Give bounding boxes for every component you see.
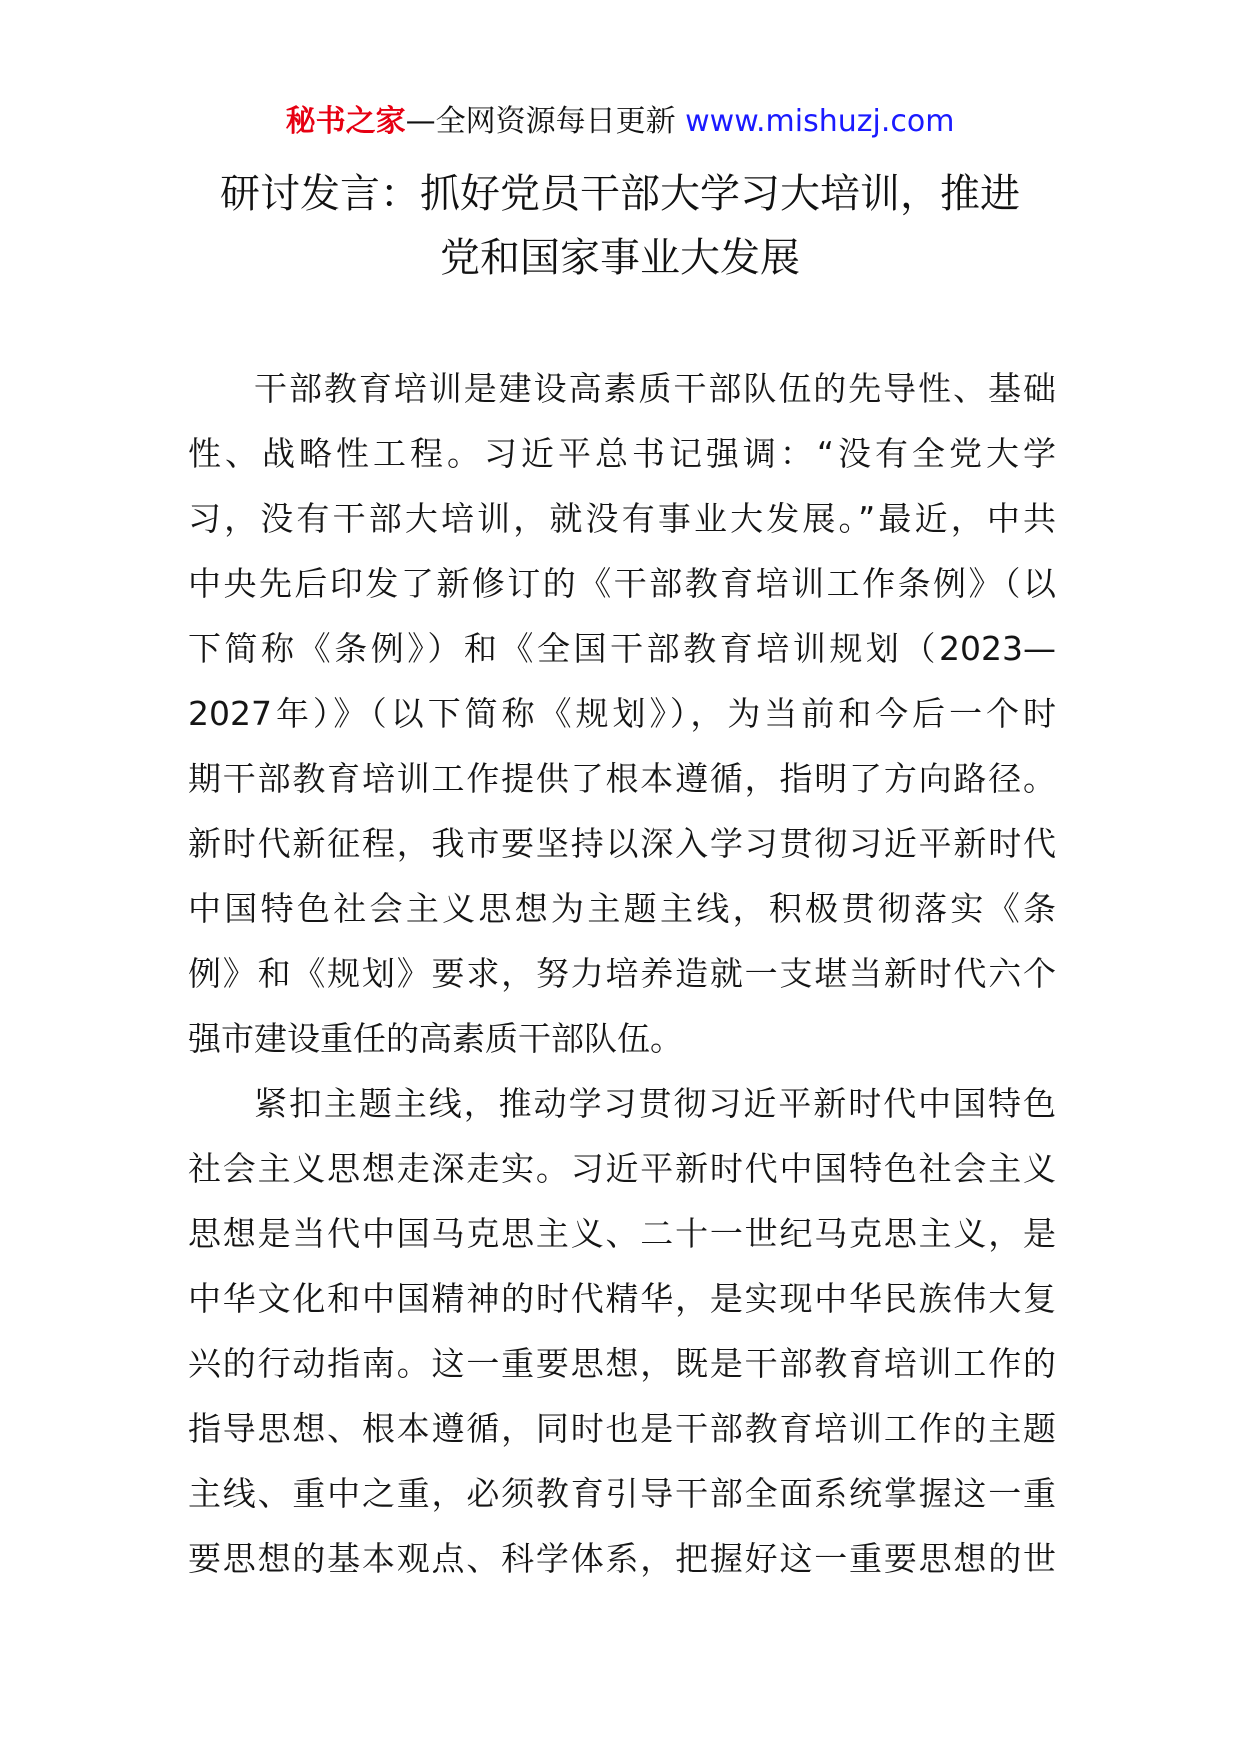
site-url-link[interactable]: www.mishuzj.com xyxy=(685,104,955,139)
site-header xyxy=(0,102,1240,142)
text-line: 社会主义思想走深走实。习近平新时代中国特色社会主义 xyxy=(188,1149,1056,1188)
paragraph-1 xyxy=(188,356,1056,1071)
text-line: 强市建设重任的高素质干部队伍。 xyxy=(188,1019,683,1058)
header-tagline: —全网资源每日更新 xyxy=(405,104,686,139)
brand-name: 秘书之家 xyxy=(285,104,406,139)
text-line: 思想是当代中国马克思主义、二十一世纪马克思主义，是 xyxy=(188,1214,1056,1253)
text-line: 中央先后印发了新修订的《干部教育培训工作条例》（以 xyxy=(188,564,1056,603)
document-body xyxy=(188,356,1056,1591)
text-line: 2027年）》（以下简称《规划》），为当前和今后一个时 xyxy=(188,694,1056,733)
text-line: 性、战略性工程。习近平总书记强调：“没有全党大学 xyxy=(188,434,1056,473)
text-line: 要思想的基本观点、科学体系，把握好这一重要思想的世 xyxy=(188,1539,1056,1578)
text-line: 习，没有干部大培训，就没有事业大发展。”最近，中共 xyxy=(188,499,1056,538)
text-line: 兴的行动指南。这一重要思想，既是干部教育培训工作的 xyxy=(188,1344,1056,1383)
text-line: 干部教育培训是建设高素质干部队伍的先导性、基础 xyxy=(254,369,1056,408)
text-line: 主线、重中之重，必须教育引导干部全面系统掌握这一重 xyxy=(188,1474,1056,1513)
text-line: 下简称《条例》）和《全国干部教育培训规划（2023— xyxy=(188,629,1056,668)
document-title xyxy=(150,162,1090,290)
text-line: 新时代新征程，我市要坚持以深入学习贯彻习近平新时代 xyxy=(188,824,1056,863)
text-line: 中华文化和中国精神的时代精华，是实现中华民族伟大复 xyxy=(188,1279,1056,1318)
text-line: 中国特色社会主义思想为主题主线，积极贯彻落实《条 xyxy=(188,889,1056,928)
text-line: 期干部教育培训工作提供了根本遵循，指明了方向路径。 xyxy=(188,759,1056,798)
title-line: 党和国家事业大发展 xyxy=(440,235,800,281)
text-line: 例》和《规划》要求，努力培养造就一支堪当新时代六个 xyxy=(188,954,1056,993)
title-line: 研讨发言：抓好党员干部大学习大培训，推进 xyxy=(220,171,1020,217)
paragraph-2 xyxy=(188,1071,1056,1591)
text-line: 指导思想、根本遵循，同时也是干部教育培训工作的主题 xyxy=(188,1409,1056,1448)
text-line: 紧扣主题主线，推动学习贯彻习近平新时代中国特色 xyxy=(254,1084,1056,1123)
